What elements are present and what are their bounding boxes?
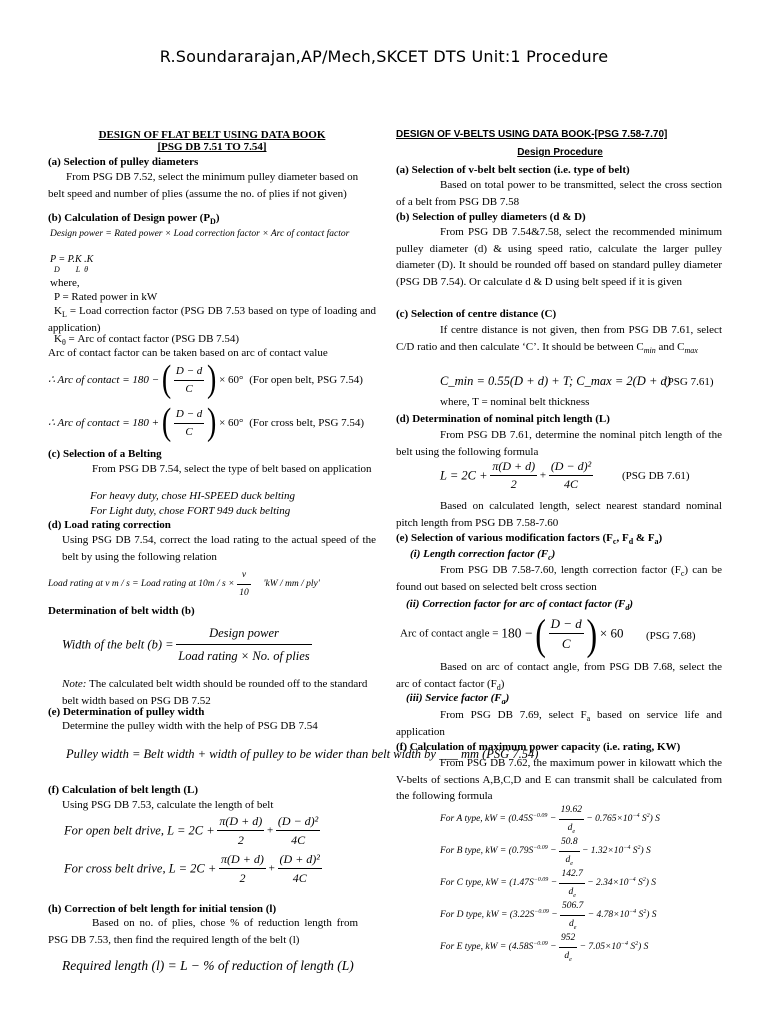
- v-section-a-heading: (a) Selection of v-belt belt section (i.e. type of belt): [396, 164, 630, 176]
- open-len-den1: 2: [237, 833, 244, 847]
- arc-open-den: C: [185, 382, 193, 395]
- centre-distance-ref: (PSG 7.61): [664, 376, 714, 388]
- arc-contact-den: C: [561, 636, 571, 651]
- open-len-den2: 4C: [291, 833, 306, 847]
- cross-len-num1: π(D + d): [219, 850, 266, 869]
- p-definition: P = Rated power in kW: [54, 291, 158, 303]
- power-row-numerator: 952: [559, 930, 577, 948]
- service-factor-heading: (iii) Service factor $(F_a)$: [406, 692, 510, 707]
- power-row-tail: − $1.32\times 10^{-4}$ $S^2$) S: [579, 844, 651, 856]
- section-d-heading: (d) Load rating correction: [48, 519, 171, 531]
- pulley-width-formula: Pulley width = Belt width + width of pulley to be wider than belt width by ___ mm (PSG 7.54): [66, 747, 539, 761]
- open-len-num2: (D − d)²: [276, 812, 320, 831]
- pitch-length-lhs: L = 2C +: [440, 468, 488, 483]
- arc-open-formula: ∴ Arc of contact = 180 − ( $\frac{D - d}{C}$ ) × 60° (For open belt, PSG 7.54): [48, 358, 363, 401]
- arc-open-note: (For open belt, PSG 7.54): [249, 373, 363, 386]
- load-rating-den: 10: [239, 587, 249, 598]
- v-section-c-text: If centre distance is not given, then from PSG DB 7.61, select C/D ratio and then calculate ‘C’. It should be between $C_{min}$ and $C_{max}$: [396, 324, 722, 355]
- power-row-label: For E type, kW = (4.58S: [440, 941, 534, 952]
- arc-contact-formula: Arc of contact angle = 180 − ( $\frac{D - d}{C}$ ) × 60: [400, 609, 624, 658]
- pitch-num2: (D − d)²: [549, 458, 593, 476]
- power-row-label: For B type, kW = (0.79S: [440, 845, 534, 856]
- arc-contact-times: × 60: [599, 625, 624, 641]
- arc-open-times: × 60°: [219, 373, 244, 386]
- arc-cross-formula: ∴ Arc of contact = 180 + ( $\frac{D - d}{C}$ ) × 60° (For cross belt, PSG 7.54): [48, 401, 365, 444]
- section-b-heading: (b) Calculation of Design power $(P_D)$: [48, 212, 220, 227]
- v-section-d-heading: (d) Determination of nominal pitch length (L): [396, 413, 610, 425]
- cross-belt-length-formula: For cross belt drive, L = 2C + $\frac{\pi(D + d)}{2}$ + $\frac{\text{(D + d)²}}{4C}$: [64, 852, 320, 885]
- cross-length-lhs: For cross belt drive, L = 2C +: [64, 861, 217, 876]
- arc-cross-den: C: [185, 425, 193, 438]
- power-formula-row: For C type, kW = ($1.47S^{-0.09}$ − $\frac{142.7}{d_e}$ − $2.34\times 10^{-4}$ $S^2$) S: [440, 866, 656, 896]
- pitch-den2: 4C: [563, 477, 578, 491]
- load-rating-num: v: [237, 567, 251, 585]
- flat-belt-subtitle: [PSG DB 7.51 TO 7.54]: [157, 141, 267, 153]
- arc-factor-text: Based on arc of contact angle, from PSG DB 7.68, select the arc of contact factor $(F_d)$: [396, 661, 722, 692]
- power-row-fraction: $\frac{952}{d_e}$: [559, 930, 577, 964]
- belt-width-den: Load rating × No. of plies: [178, 649, 310, 663]
- cross-len-num2: (D + d)²: [278, 850, 322, 869]
- power-row-fraction: $\frac{142.7}{d_e}$: [559, 866, 584, 900]
- length-correction-heading: (i) Length correction factor $(F_c)$: [410, 548, 556, 563]
- belt-width-formula: [62, 622, 312, 672]
- light-duty-note: For Light duty, chose FORT 949 duck belting: [90, 505, 291, 517]
- arc-cross-lhs: ∴ Arc of contact = 180 +: [48, 416, 160, 429]
- power-row-fraction: $\frac{506.7}{d_e}$: [560, 898, 585, 932]
- arc-open-num: D − d: [174, 363, 204, 381]
- section-e-text: Determine the pulley width with the help of PSG DB 7.54: [62, 720, 318, 732]
- section-e-heading: (e) Determination of pulley width: [48, 706, 205, 718]
- v-section-d-text: From PSG DB 7.61, determine the nominal pitch length of the belt using the following formula: [396, 429, 722, 458]
- power-row-label: For C type, kW = (1.47S: [440, 877, 534, 888]
- cross-len-den1: 2: [239, 871, 246, 885]
- section-f-heading: (f) Calculation of belt length (L): [48, 784, 199, 796]
- power-row-tail: − $7.05\times 10^{-4}$ $S^2$) S: [577, 940, 649, 952]
- vbelt-title: DESIGN OF V-BELTS USING DATA BOOK-[PSG 7.58-7.70]: [396, 129, 668, 140]
- open-len-num1: π(D + d): [217, 812, 264, 831]
- flat-belt-title: DESIGN OF FLAT BELT USING DATA BOOK: [98, 129, 326, 141]
- arc-factor-heading: (ii) Correction factor for arc of contact factor $(F_d)$: [406, 598, 634, 613]
- arc-contact-num: D − d: [549, 614, 584, 634]
- section-d-text: Using PSG DB 7.54, correct the load rating to the actual speed of the belt by using the following relation: [62, 534, 376, 563]
- open-length-lhs: For open belt drive, L = 2C +: [64, 823, 215, 838]
- arc-contact-lhs: Arc of contact angle =: [400, 627, 499, 640]
- load-rating-lhs: Load rating at v m / s = Load rating at 10m / s ×: [48, 578, 235, 589]
- belt-width-num: Design power: [176, 622, 311, 645]
- power-row-numerator: 19.62: [559, 802, 584, 820]
- pd-formula: P = P.K .K: [50, 254, 94, 265]
- power-formula-row: For E type, kW = ($4.58S^{-0.09}$ − $\frac{952}{d_e}$ − $7.05\times 10^{-4}$ $S^2$) S: [440, 930, 648, 960]
- power-row-label: For D type, kW = (3.22S: [440, 909, 535, 920]
- cross-len-den2: 4C: [292, 871, 307, 885]
- power-row-fraction: $\frac{19.62}{d_e}$: [559, 802, 584, 836]
- pitch-num1: π(D + d): [490, 458, 537, 476]
- arc-contact-ref: (PSG 7.68): [646, 630, 696, 642]
- arc-open-lhs: ∴ Arc of contact = 180 −: [48, 373, 160, 386]
- section-h-heading: (h) Correction of belt length for initial tension (l): [48, 903, 277, 915]
- kl-definition: $K_L$ = Load correction factor (PSG DB 7.53 based on type of loading and application): [48, 305, 376, 334]
- section-a-heading: (a) Selection of pulley diameters: [48, 156, 199, 168]
- power-formula-row: For A type, kW = ($0.45S^{-0.09}$ − $\frac{19.62}{d_e}$ − $0.765\times 10^{-4}$ $S^2$) S: [440, 802, 660, 832]
- power-row-tail: − $0.765\times 10^{-4}$ $S^2$) S: [583, 812, 660, 824]
- arc-intro: Arc of contact factor can be taken based on arc of contact value: [48, 347, 328, 359]
- section-a-text: From PSG DB 7.52, select the minimum pulley diameter based on belt speed and number of plies (assume the no. of plies if not given): [48, 171, 359, 200]
- arc-contact-180: 180 −: [501, 625, 533, 641]
- centre-distance-where: where, T = nominal belt thickness: [440, 396, 590, 408]
- section-c-heading: (c) Selection of a Belting: [48, 448, 162, 460]
- v-section-b-text: From PSG DB 7.54&7.58, select the recommended minimum pulley diameter (d) & using speed ratio, calculate the larger pulley diameter (D). It should be rounded off based on standard pulley diameter (PSG DB 7.54). Or calculate d & D using belt speed if it is given: [396, 226, 722, 288]
- width-heading: Determination of belt width (b): [48, 605, 195, 617]
- vbelt-subtitle: Design Procedure: [517, 147, 603, 158]
- power-row-fraction: $\frac{50.8}{d_e}$: [559, 834, 580, 868]
- arc-cross-num: D − d: [174, 406, 204, 424]
- load-rating-formula: [48, 567, 320, 605]
- power-formula-row: For B type, kW = ($0.79S^{-0.09}$ − $\frac{50.8}{d_e}$ − $1.32\times 10^{-4}$ $S^2$) S: [440, 834, 651, 864]
- power-row-label: For A type, kW = (0.45S: [440, 813, 533, 824]
- v-section-a-text: Based on total power to be transmitted, select the cross section of a belt from PSG DB 7.58: [396, 179, 722, 208]
- v-section-f-text: From PSG DB 7.62, the maximum power in kilowatt which the V-belts of sections A,B,C,D and E can transmit shall be calculated from the following formula: [396, 757, 722, 802]
- power-row-numerator: 506.7: [560, 898, 585, 916]
- arc-cross-times: × 60°: [219, 416, 244, 429]
- v-section-c-heading: (c) Selection of centre distance (C): [396, 308, 557, 320]
- open-belt-length-formula: For open belt drive, L = 2C + $\frac{\pi(D + d)}{2}$ + $\frac{\text{(D − d)²}}{4C}$: [64, 814, 319, 847]
- v-section-e-heading: (e) Selection of various modification factors ($F_c$, $F_d$ & $F_a$): [396, 532, 663, 547]
- power-row-tail: − $2.34\times 10^{-4}$ $S^2$) S: [584, 876, 657, 888]
- load-rating-unit: 'kW / mm / ply': [263, 578, 320, 589]
- section-f-text: Using PSG DB 7.53, calculate the length of belt: [62, 799, 274, 811]
- pitch-length-formula: L = 2C + $\frac{\pi(D + d)}{2}$ + $\frac{\text{(D − d)²}}{4C}$: [440, 459, 592, 491]
- section-c-text: From PSG DB 7.54, select the type of belt based on application: [92, 463, 372, 475]
- required-length-formula: Required length (l) = L − % of reduction of length (L): [62, 958, 354, 973]
- pitch-den1: 2: [510, 477, 517, 491]
- ktheta-definition: $K_\theta$ = Arc of contact factor (PSG DB 7.54): [54, 333, 240, 348]
- belt-width-lhs: Width of the belt (b) =: [62, 637, 174, 652]
- pd-formula-subscripts: D L θ: [54, 265, 89, 274]
- page-header: R.Soundararajan,AP/Mech,SKCET DTS Unit:1 Procedure: [159, 47, 609, 66]
- section-h-text: Based on no. of plies, chose % of reduction length from PSG DB 7.53, then find the required length of the belt (l): [48, 917, 358, 946]
- note-text: Note: The calculated belt width should be rounded off to the standard belt width based on PSG DB 7.52: [62, 678, 368, 707]
- design-power-formula: Design power = Rated power × Load correction factor × Arc of contact factor: [50, 229, 350, 239]
- centre-distance-formula: C_min = 0.55(D + d) + T; C_max = 2(D + d): [440, 374, 671, 388]
- pitch-length-ref: (PSG DB 7.61): [622, 470, 690, 482]
- power-row-numerator: 142.7: [559, 866, 584, 884]
- v-section-f-heading: (f) Calculation of maximum power capacity (i.e. rating, KW): [396, 741, 681, 753]
- power-formula-row: For D type, kW = ($3.22S^{-0.09}$ − $\frac{506.7}{d_e}$ − $4.78\times 10^{-4}$ $S^2$) S: [440, 898, 657, 928]
- arc-cross-note: (For cross belt, PSG 7.54): [249, 416, 365, 429]
- heavy-duty-note: For heavy duty, chose HI-SPEED duck belting: [90, 490, 295, 502]
- power-row-tail: − $4.78\times 10^{-4}$ $S^2$) S: [585, 908, 657, 920]
- service-factor-text: From PSG DB 7.69, select $F_a$ based on service life and application: [396, 709, 722, 738]
- v-section-b-heading: (b) Selection of pulley diameters (d & D): [396, 211, 586, 223]
- length-correction-text: From PSG DB 7.58-7.60, length correction factor $(F_c)$ can be found out based on selected belt cross section: [396, 564, 722, 593]
- v-section-d-text2: Based on calculated length, select nearest standard nominal pitch length from PSG DB 7.58-7.60: [396, 500, 722, 529]
- power-row-numerator: 50.8: [559, 834, 580, 852]
- where-label: where,: [50, 277, 80, 289]
